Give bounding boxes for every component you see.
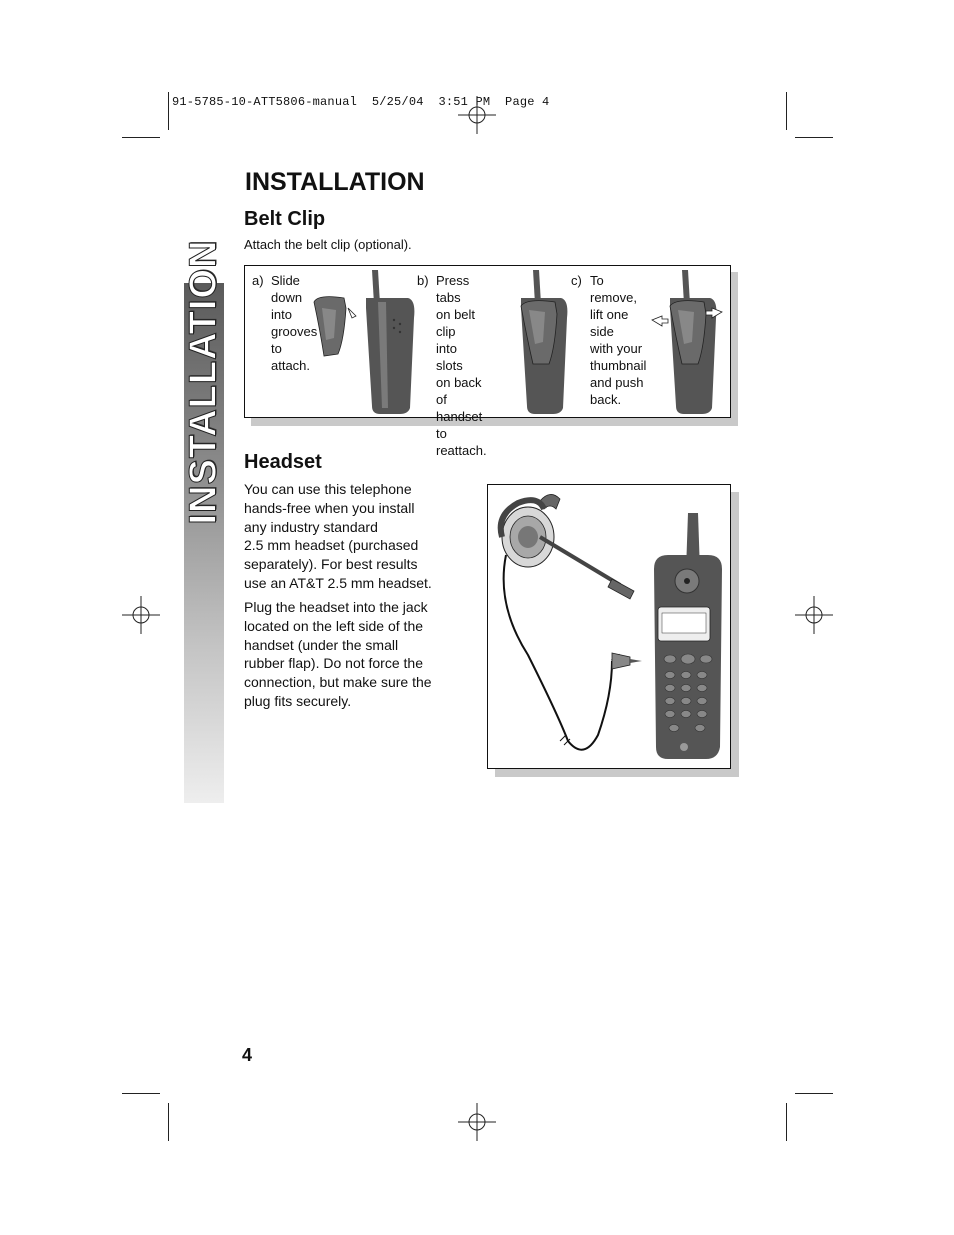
- side-tab-label: INSTALLATION: [182, 239, 225, 525]
- crop-mark: [122, 1093, 160, 1094]
- step-line: lift one side: [590, 307, 629, 339]
- text-line: handset (under the small: [244, 636, 399, 653]
- registration-mark-right: [795, 596, 833, 634]
- step-line: thumbnail: [590, 358, 647, 373]
- text-line: separately). For best results: [244, 556, 418, 573]
- text-line: any industry standard: [244, 518, 378, 535]
- step-line: into: [271, 307, 292, 322]
- step-line: down: [271, 290, 303, 305]
- step-line: reattach.: [436, 443, 487, 458]
- crop-mark: [795, 137, 833, 138]
- headset-paragraph-1: [244, 480, 432, 593]
- print-slug: 91-5785-10-ATT5806-manual 5/25/04 3:51 PM Page 4: [172, 95, 550, 109]
- side-tab: [182, 239, 225, 803]
- step-line: grooves: [271, 324, 318, 339]
- belt-clip-title: Belt Clip: [244, 208, 326, 230]
- step-line: on back of: [436, 375, 482, 407]
- text-line: plug fits securely.: [244, 692, 352, 709]
- registration-mark-bottom: [458, 1103, 496, 1141]
- headset-panel: [487, 484, 731, 769]
- text-line: 2.5 mm headset (purchased: [244, 537, 419, 554]
- text-line: use an AT&T 2.5 mm headset.: [244, 574, 432, 591]
- step-line: handset to: [436, 409, 483, 441]
- step-line: into slots: [436, 341, 463, 373]
- text-line: Plug the headset into the jack: [244, 599, 428, 615]
- handset-clip-illustration-b: [515, 268, 575, 414]
- belt-clip-panel: [244, 265, 731, 458]
- step-label: a): [252, 273, 264, 288]
- step-line: Press tabs: [436, 273, 470, 305]
- headset-handset-illustration: [488, 485, 730, 768]
- text-line: connection, but make sure the: [244, 674, 432, 691]
- headset-paragraph-2: [244, 598, 432, 711]
- crop-mark: [122, 137, 160, 138]
- step-line: Slide: [271, 273, 300, 288]
- crop-mark: [795, 1093, 833, 1094]
- step-line: on belt clip: [436, 307, 476, 339]
- text-line: hands-free when you install: [244, 499, 415, 516]
- page-number: 4: [242, 1045, 253, 1065]
- crop-mark: [168, 92, 169, 130]
- step-line: and push: [590, 375, 644, 390]
- crop-mark: [786, 92, 787, 130]
- crop-mark: [168, 1103, 169, 1141]
- step-line: back.: [590, 392, 622, 407]
- text-line: located on the left side of the: [244, 617, 424, 634]
- step-line: to attach.: [271, 341, 311, 373]
- step-line: To remove,: [590, 273, 637, 305]
- page-title: INSTALLATION: [245, 168, 425, 196]
- crop-mark: [786, 1103, 787, 1141]
- text-line: rubber flap). Do not force the: [244, 655, 423, 672]
- step-line: with your: [590, 341, 643, 356]
- belt-clip-intro: Attach the belt clip (optional).: [244, 237, 412, 252]
- text-line: You can use this telephone: [244, 481, 412, 497]
- handset-clip-illustration-c: [648, 268, 728, 414]
- headset-title: Headset: [244, 451, 322, 473]
- step-label: b): [417, 273, 429, 288]
- registration-mark-left: [122, 596, 160, 634]
- handset-clip-illustration-a: [300, 268, 420, 414]
- step-label: c): [571, 273, 582, 288]
